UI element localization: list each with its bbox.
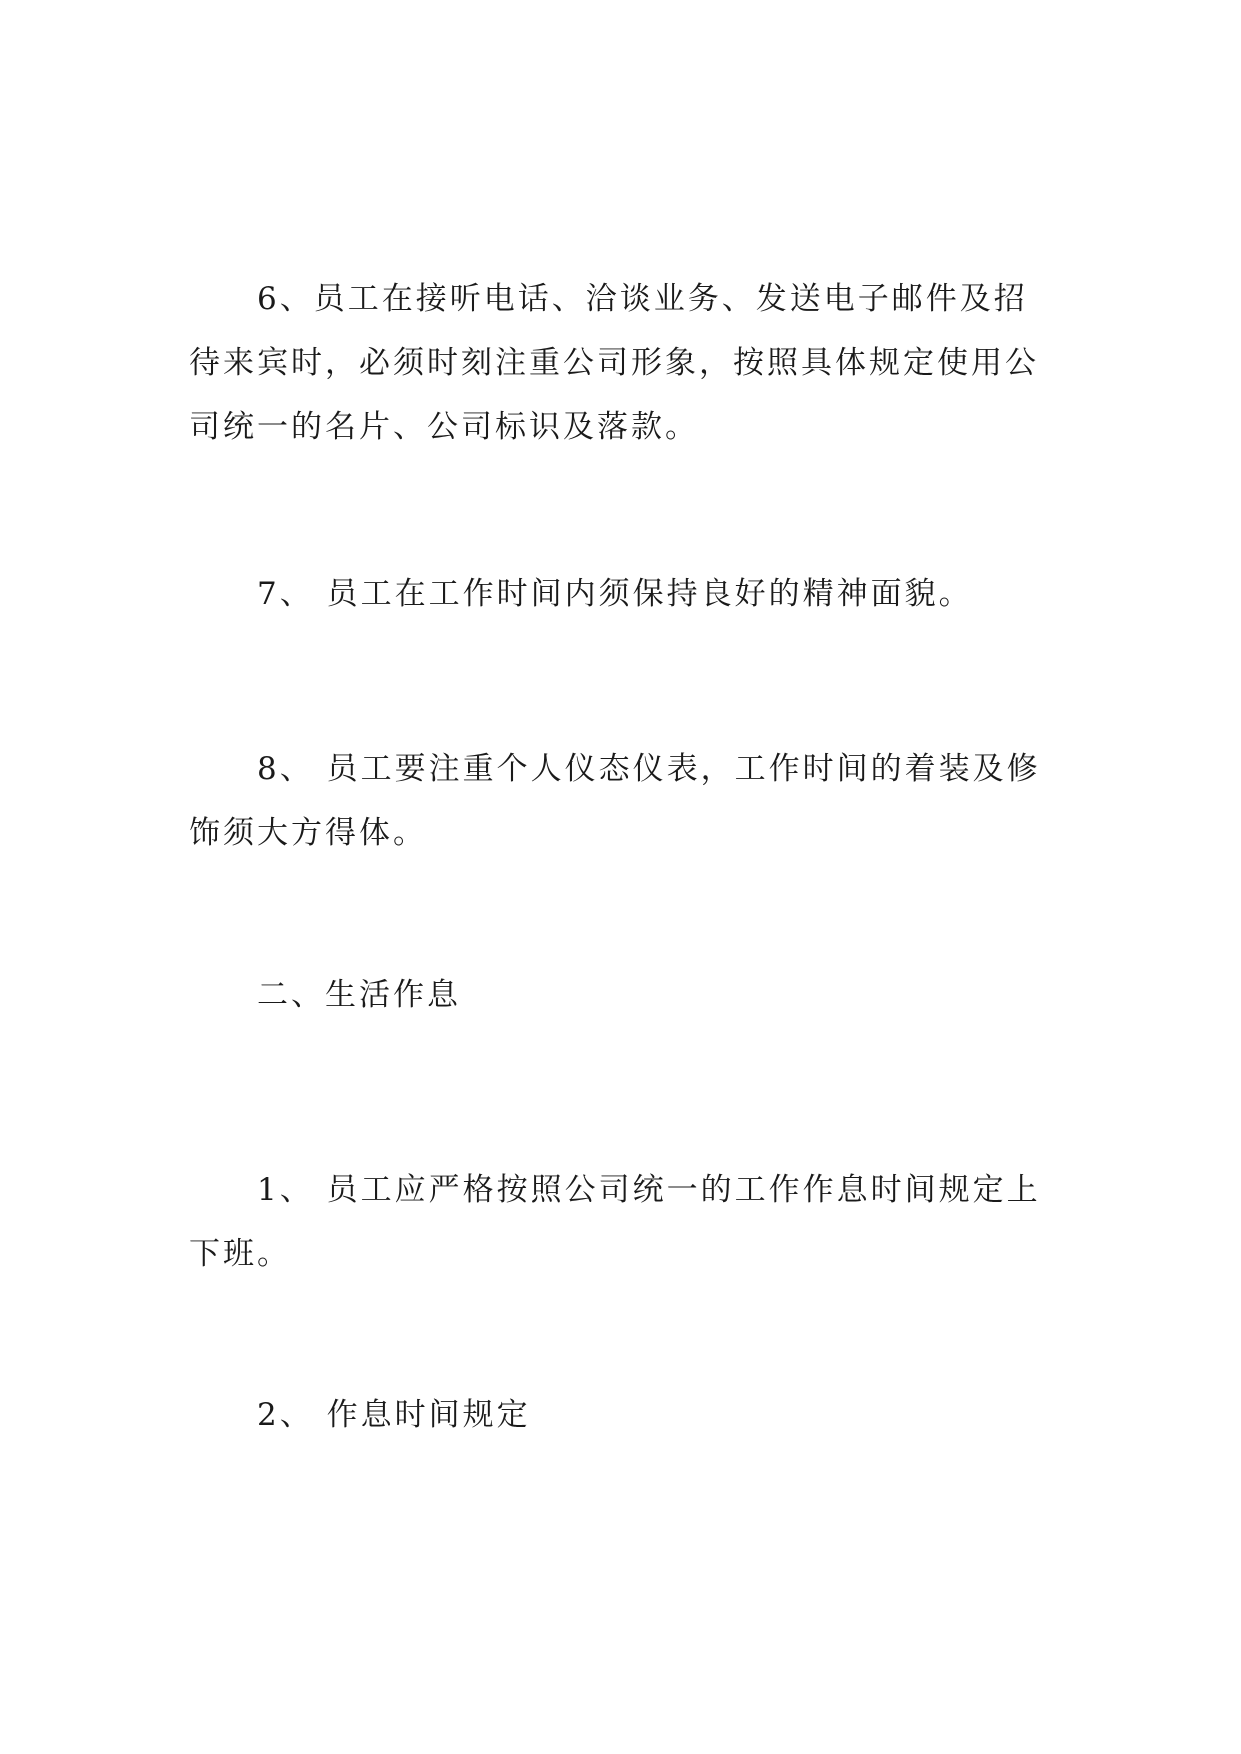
paragraph-item-7: 7、 员工在工作时间内须保持良好的精神面貌。	[257, 576, 973, 612]
paragraph-item-6: 6、员工在接听电话、洽谈业务、发送电子邮件及招待来宾时，必须时刻注重公司形象，按照具体规定使用公司统一的名片、公司标识及落款。	[189, 281, 1039, 445]
paragraph-item-1: 1、 员工应严格按照公司统一的工作作息时间规定上下班。	[189, 1172, 1041, 1272]
paragraph-item-8: 8、 员工要注重个人仪态仪表，工作时间的着装及修饰须大方得体。	[189, 751, 1041, 851]
paragraph-item-2: 2、 作息时间规定	[257, 1397, 531, 1433]
section-heading-life-schedule: 二、生活作息	[257, 977, 461, 1013]
